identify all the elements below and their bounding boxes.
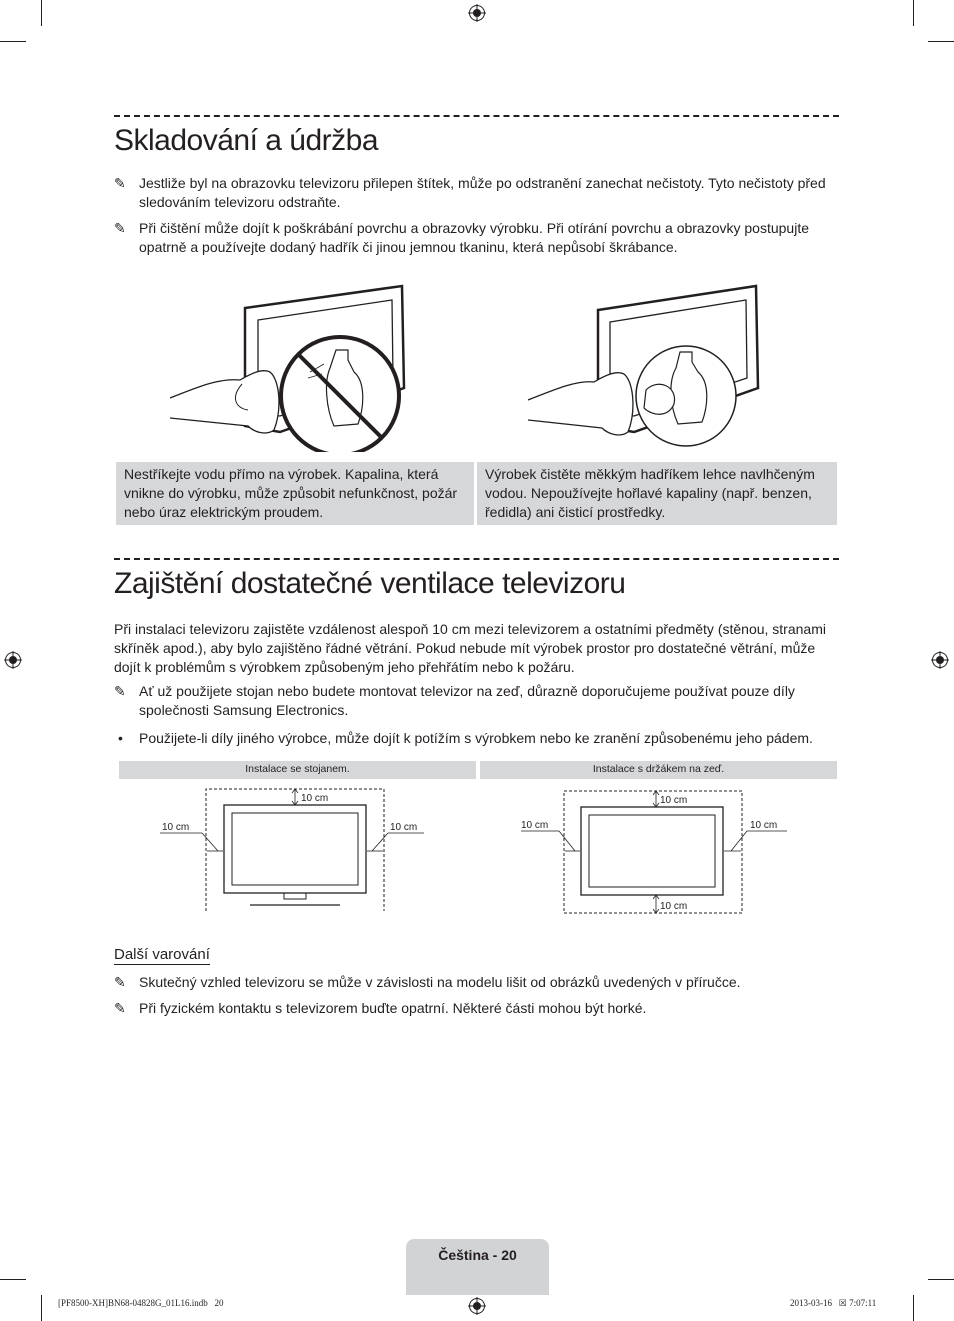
note-text: Jestliže byl na obrazovku televizoru přilepen štítek, může po odstranění zanechat nečistoty. Tyto nečistoty před sledováním televizoru odstraňte.: [139, 175, 826, 210]
bullet-text: Použijete-li díly jiného výrobce, může dojít k potížím s výrobkem nebo ke zranění způsobenému jeho pádem.: [139, 730, 813, 746]
note-item: [114, 999, 834, 1018]
clearance-label-left: 10 cm: [521, 820, 549, 831]
diagram-wall-install: [515, 785, 805, 917]
registration-mark-icon: [931, 651, 949, 669]
page-number-tab: [406, 1239, 549, 1295]
ventilation-intro: Při instalaci televizoru zajistěte vzdálenost alespoň 10 cm mezi televizorem a ostatními předměty (stěnou, stranami skříněk apod.), aby bylo zajištěno řádné větrání. Pokud nebude mít výrobek prostor pro dostatečné větrání, může dojít k problémům s výrobkem způsobeným jeho přehřátím nebo k požáru.: [114, 621, 826, 675]
clearance-label-right: 10 cm: [750, 820, 778, 831]
diagram-header-stand: Instalace se stojanem.: [119, 761, 476, 779]
crop-mark: [0, 41, 26, 42]
caption-no-spray: Nestříkejte vodu přímo na výrobek. Kapalina, která vnikne do výrobku, může způsobit nefunkčnost, požár nebo úraz elektrickým proudem.: [116, 462, 474, 525]
pencil-note-icon: ✎: [114, 974, 126, 990]
note-item: [114, 973, 834, 992]
registration-mark-icon: [4, 651, 22, 669]
crop-mark: [41, 0, 42, 26]
note-text: Ať už použijete stojan nebo budete montovat televizor na zeď, důrazně doporučujeme používat pouze díly společnosti Samsung Electronics.: [139, 683, 795, 718]
clearance-label-top: 10 cm: [660, 795, 688, 806]
section-title-storage: Skladování a údržba: [114, 124, 379, 157]
registration-mark-icon: [468, 4, 486, 22]
diagram-stand-install: [150, 785, 450, 915]
caption-soft-cloth: Výrobek čistěte měkkým hadříkem lehce navlhčeným vodou. Nepoužívejte hořlavé kapaliny (např. benzen, ředidla) ani čisticí prostředky.: [477, 462, 837, 525]
illustration-no-spray: [170, 280, 410, 452]
pencil-note-icon: ✎: [114, 175, 126, 191]
clearance-label-bottom: 10 cm: [660, 901, 688, 912]
pencil-note-icon: ✎: [114, 220, 126, 236]
clearance-label-left: 10 cm: [162, 822, 190, 833]
section-title-ventilation: Zajištění dostatečné ventilace televizoru: [114, 567, 626, 600]
note-item: [114, 682, 834, 720]
clearance-label-top: 10 cm: [301, 793, 329, 804]
bullet-item: [114, 729, 834, 748]
note-item: [114, 219, 834, 257]
pencil-note-icon: ✎: [114, 683, 126, 699]
crop-mark: [913, 1295, 914, 1321]
section-divider: [114, 115, 839, 117]
pencil-note-icon: ✎: [114, 1000, 126, 1016]
print-slug-left: [PF8500-XH]BN68-04828G_01L16.indb 20: [58, 1298, 224, 1308]
section-divider: [114, 558, 839, 560]
note-item: [114, 174, 834, 212]
crop-mark: [928, 1279, 954, 1280]
print-slug-right: 2013-03-16 ☒ 7:07:11: [790, 1298, 877, 1308]
crop-mark: [41, 1295, 42, 1321]
illustration-soft-cloth: [528, 282, 764, 452]
bullet-icon: •: [118, 730, 123, 746]
clearance-label-right: 10 cm: [390, 822, 418, 833]
crop-mark: [0, 1279, 26, 1280]
page-number: Čeština - 20: [438, 1247, 517, 1263]
crop-mark: [913, 0, 914, 26]
note-text: Při fyzickém kontaktu s televizorem buďte opatrní. Některé části mohou být horké.: [139, 1000, 647, 1016]
crop-mark: [928, 41, 954, 42]
diagram-header-wall: Instalace s držákem na zeď.: [480, 761, 837, 779]
note-text: Skutečný vzhled televizoru se může v závislosti na modelu lišit od obrázků uvedených v příručce.: [139, 974, 741, 990]
note-text: Při čištění může dojít k poškrábání povrchu a obrazovky výrobku. Při otírání povrchu a obrazovky postupujte opatrně a používejte dodaný hadřík či jinou jemnou tkaninu, která nepůsobí škrábance.: [139, 220, 809, 255]
registration-mark-icon: [468, 1297, 486, 1315]
subsection-title-warnings: Další varování: [114, 946, 210, 963]
